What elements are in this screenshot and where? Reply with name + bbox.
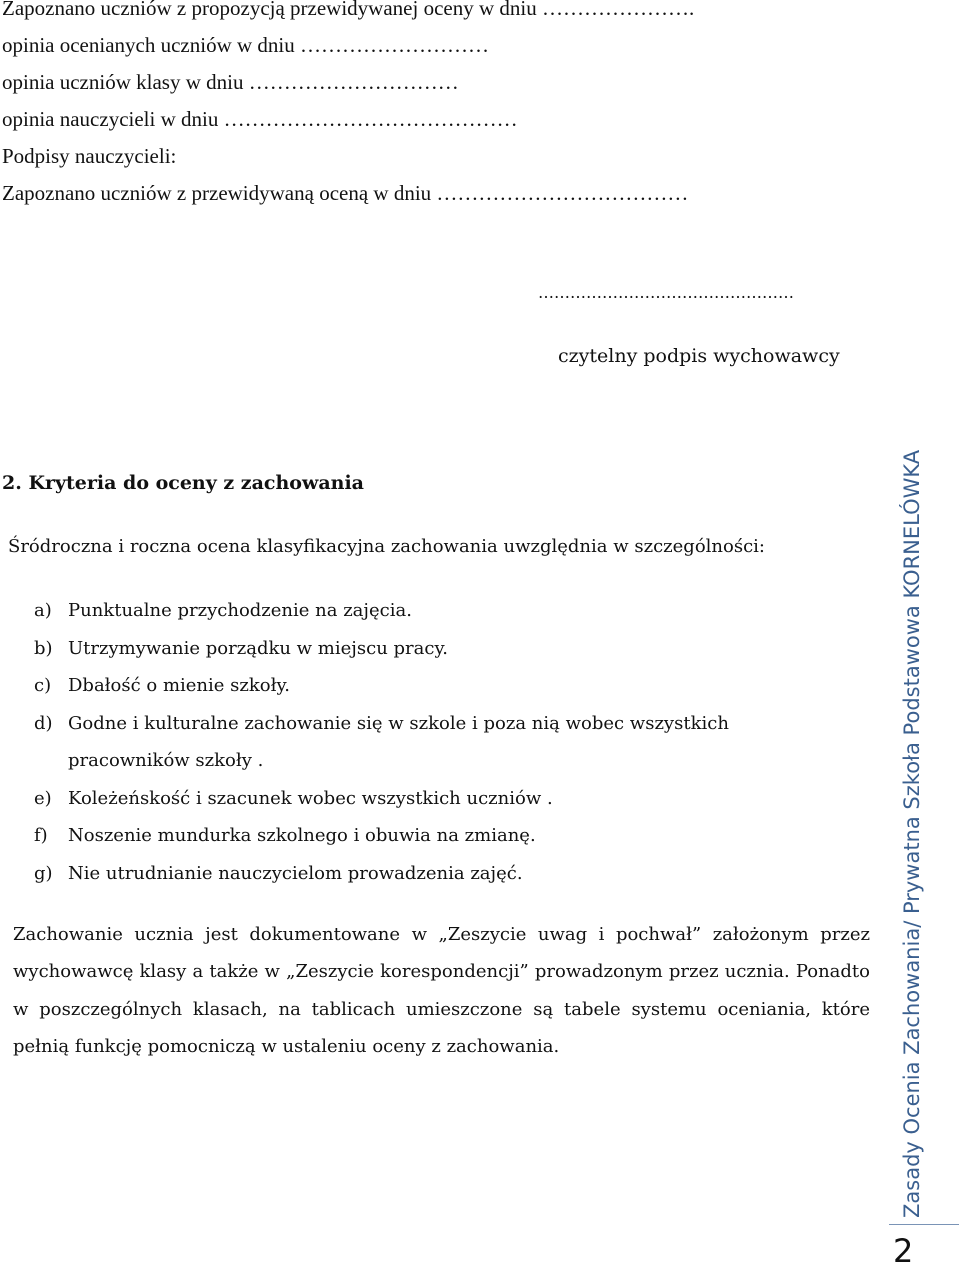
list-item-letter: a)	[34, 600, 52, 621]
header-line-1: Zapoznano uczniów z propozycją przewidywanej oceny w dniu ………………….	[2, 0, 695, 20]
section-heading: 2. Kryteria do oceny z zachowania	[2, 472, 364, 494]
list-item-letter: b)	[34, 637, 53, 659]
list-item-text: Noszenie mundurka szkolnego i obuwia na zmianę.	[68, 825, 536, 846]
header-line-3: opinia uczniów klasy w dniu …………………………	[2, 70, 459, 94]
section-intro: Śródroczna i roczna ocena klasyfikacyjna zachowania uwzględnia w szczególności:	[8, 536, 765, 557]
list-item	[34, 780, 854, 818]
criteria-list	[34, 592, 854, 892]
header-line-4: opinia nauczycieli w dniu ……………………………………	[2, 107, 518, 131]
body-paragraph: Zachowanie ucznia jest dokumentowane w „Zeszycie uwag i pochwał” założonym przez wychowawcę klasy a także w „Zeszycie korespondencji” prowadzonym przez ucznia. Ponadto w poszczególnych klasach, na tablicach umieszczone są tabele systemu oceniania, które pełnią funkcję pomocniczą w ustaleniu oceny z zachowania.	[13, 924, 870, 1057]
list-item	[34, 817, 854, 855]
header-line-6: Zapoznano uczniów z przewidywaną oceną w dniu ………………………………	[2, 181, 689, 205]
header-rule	[889, 1224, 959, 1225]
list-item	[34, 667, 854, 705]
list-item-text: Koleżeńskość i szacunek wobec wszystkich uczniów .	[68, 787, 553, 809]
list-item	[34, 592, 854, 630]
list-item-letter: e)	[34, 787, 52, 809]
running-header: Zasady Ocenia Zachowania/ Prywatna Szkoła Podstawowa KORNELÓWKA	[900, 449, 924, 1218]
page-number: 2	[893, 1232, 914, 1270]
list-item-letter: c)	[34, 675, 52, 696]
list-item-letter: g)	[34, 862, 53, 884]
list-item-letter: d)	[34, 712, 53, 734]
header-line-5: Podpisy nauczycieli:	[2, 144, 177, 168]
list-item-text: Punktualne przychodzenie na zajęcia.	[68, 600, 412, 621]
list-item-text: Nie utrudnianie nauczycielom prowadzenia zajęć.	[68, 862, 523, 884]
list-item-text: Dbałość o mienie szkoły.	[68, 675, 290, 696]
list-item-continuation: pracowników szkoły .	[68, 750, 264, 771]
list-item	[34, 630, 854, 668]
list-item	[34, 855, 854, 893]
list-item-text: Utrzymywanie porządku w miejscu pracy.	[68, 637, 448, 659]
signature-caption: czytelny podpis wychowawcy	[558, 345, 840, 367]
list-item-text: Godne i kulturalne zachowanie się w szkole i poza nią wobec wszystkich	[68, 712, 729, 734]
list-item	[34, 705, 854, 780]
signature-line: …………………………………………	[538, 283, 794, 302]
list-item-letter: f)	[34, 825, 48, 846]
header-line-2: opinia ocenianych uczniów w dniu ………………………	[2, 33, 489, 57]
